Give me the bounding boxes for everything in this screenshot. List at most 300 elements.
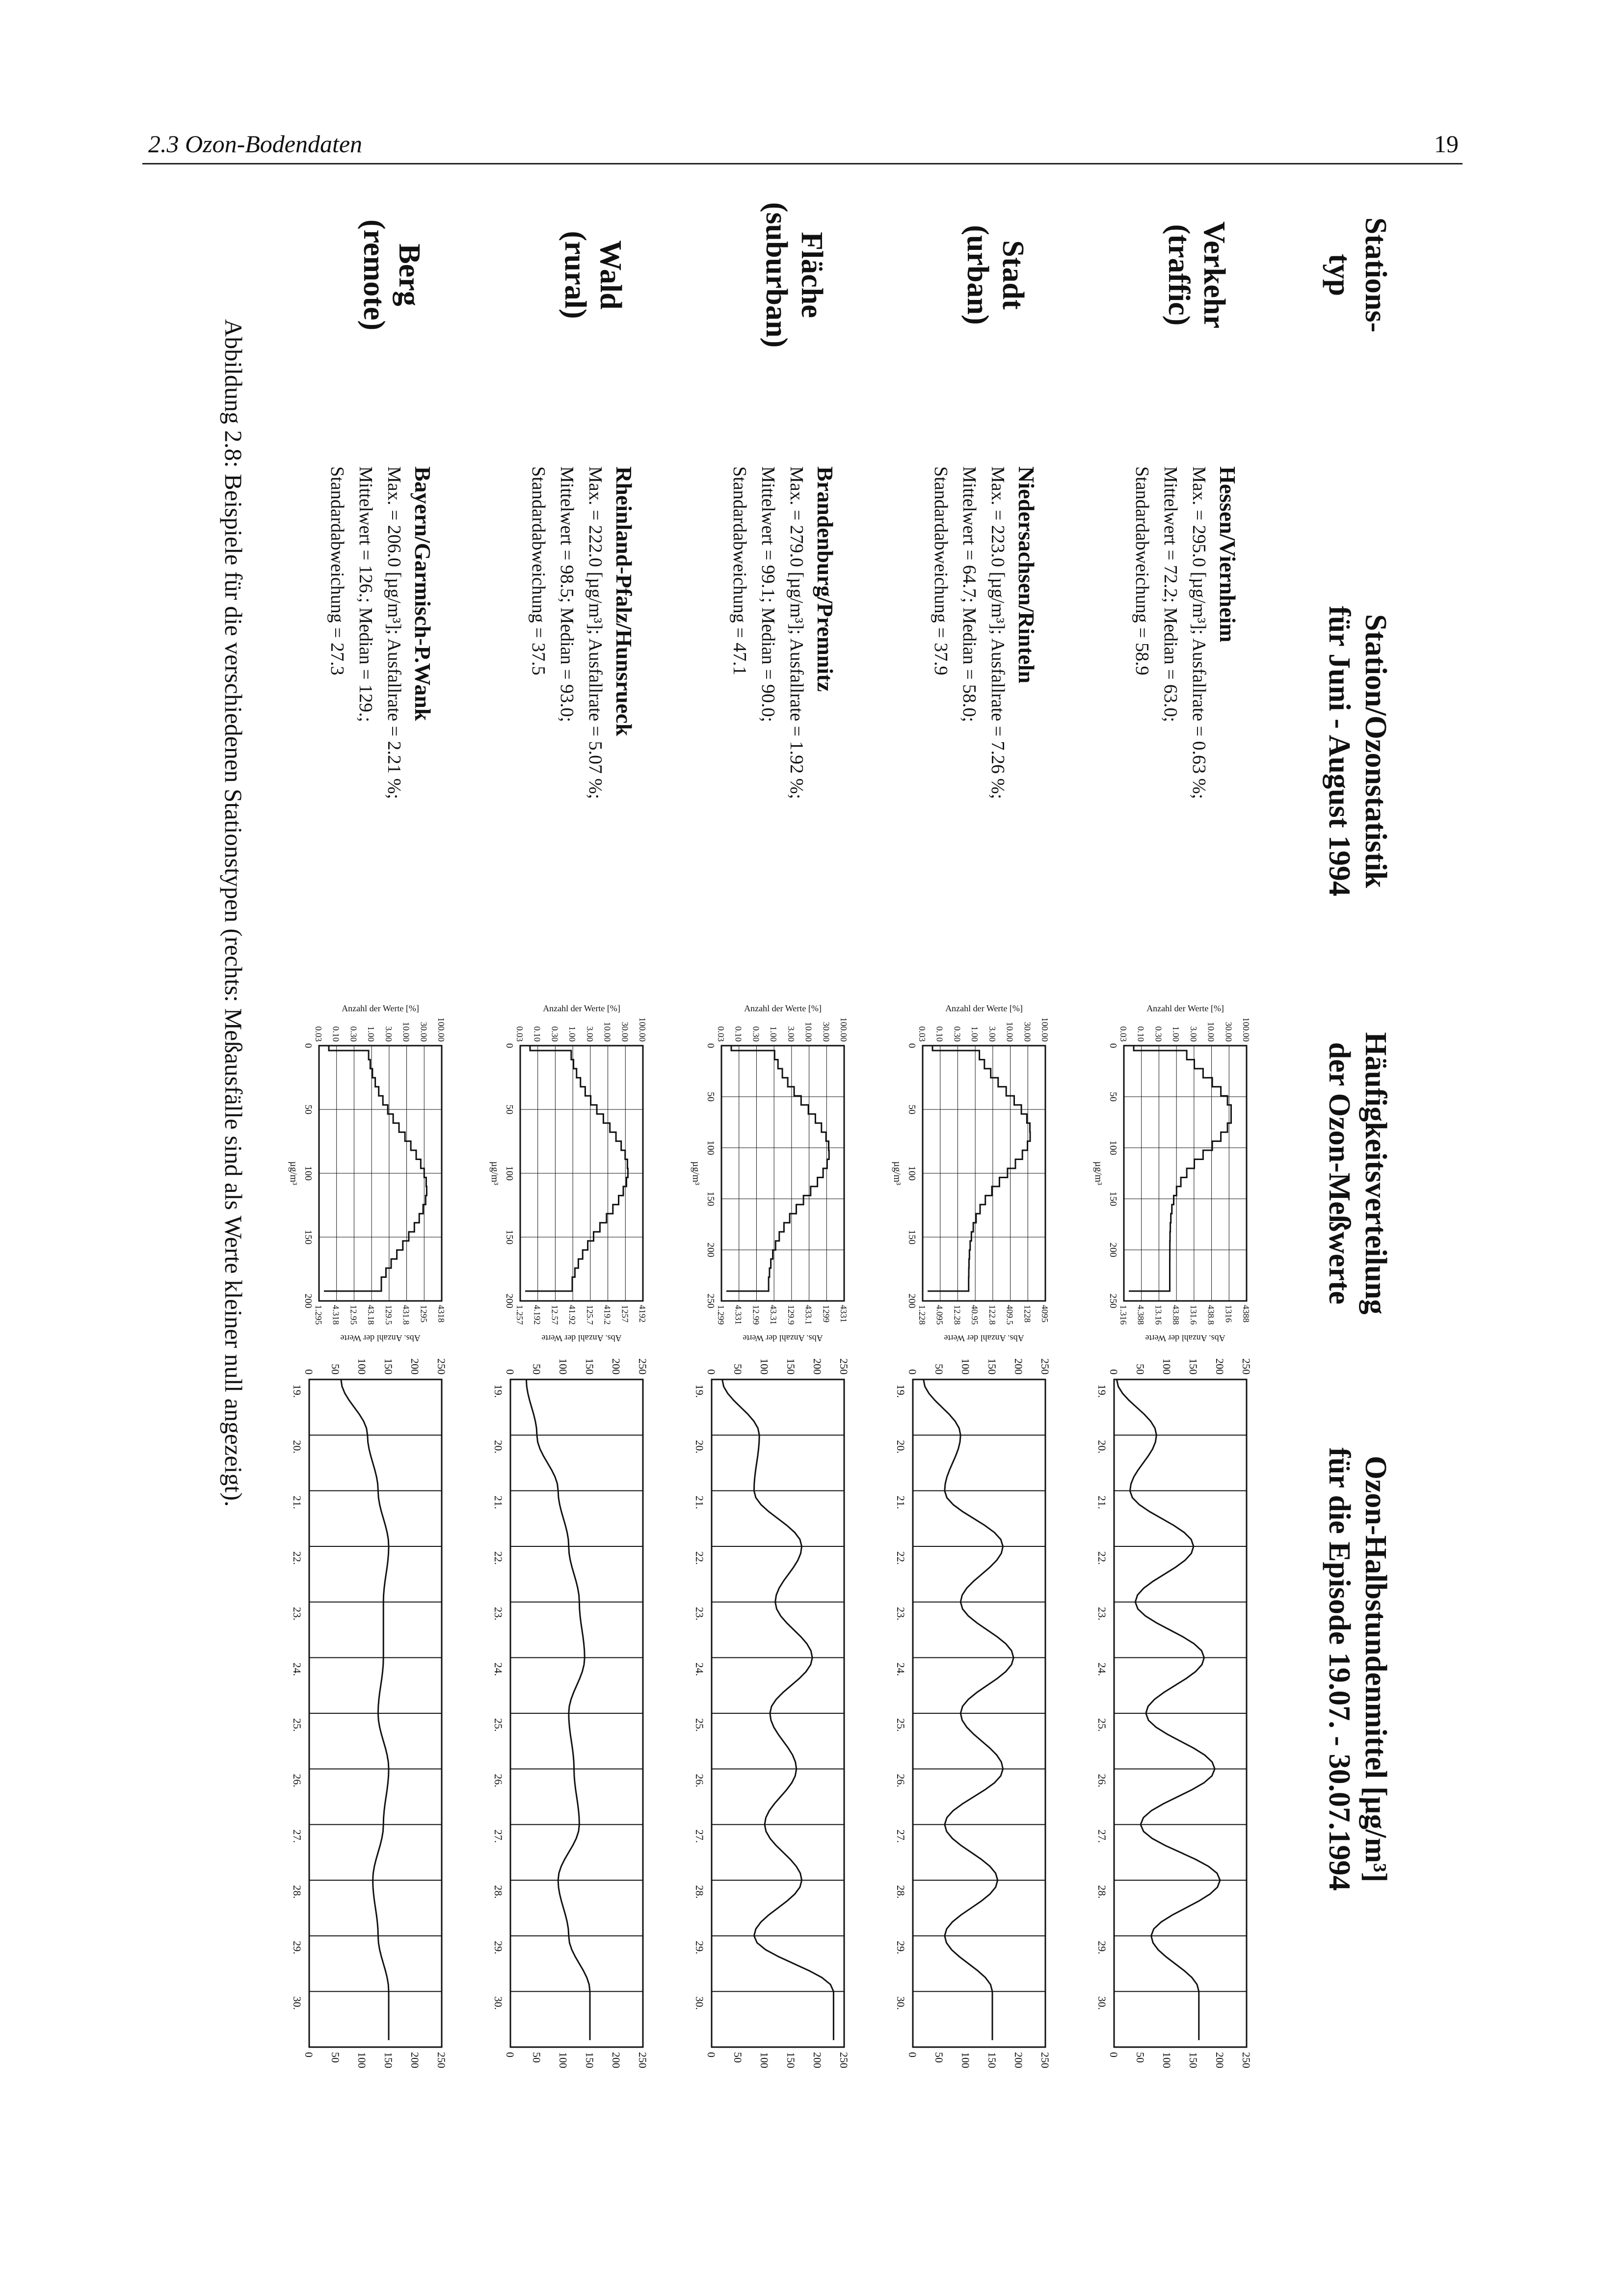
section-title: 2.3 Ozon-Bodendaten: [148, 130, 363, 158]
ozone-time-series: [476, 1350, 658, 2086]
histogram-x-tick: 200: [705, 1243, 716, 1257]
series-y-tick: 200: [610, 1358, 622, 1375]
series-y-tick: 200: [811, 1358, 824, 1375]
series-x-tick: 24.: [895, 1662, 907, 1676]
series-x-tick: 23.: [492, 1607, 505, 1621]
series-y-tick: 50: [732, 1364, 744, 1375]
stat-max: Max. = 222.0 [µg/m³]; Ausfallrate = 5.07 %;: [585, 466, 606, 799]
histogram-y-label: Anzahl der Werte [%]: [744, 1003, 822, 1013]
series-y-tick: 250: [637, 1358, 649, 1375]
station-name: Hessen/Viernheim: [1215, 466, 1240, 643]
series-y-tick-right: 250: [1039, 2052, 1051, 2068]
stat-stddev: Standardabweichung = 47.1: [729, 466, 750, 675]
histogram-y-tick: 10.00: [602, 1022, 612, 1042]
histogram-y-tick: 10.00: [803, 1022, 814, 1042]
histogram-right-label: Abs. Anzahl der Werte: [743, 1333, 823, 1343]
series-x-tick: 28.: [1096, 1885, 1108, 1899]
histogram-x-tick: 0: [1108, 1043, 1118, 1048]
histogram-y-tick: 100.00: [638, 1017, 647, 1042]
ozone-series-line: [341, 1379, 389, 2040]
series-x-tick: 19.: [492, 1384, 505, 1398]
series-y-tick: 150: [584, 1358, 596, 1375]
histogram-x-tick: 50: [303, 1105, 314, 1114]
series-y-tick-right: 100: [356, 2052, 368, 2068]
series-x-tick: 24.: [693, 1662, 706, 1676]
series-y-tick-right: 0: [303, 2052, 315, 2057]
series-x-tick: 26.: [895, 1774, 907, 1787]
series-y-tick-right: 200: [1214, 2052, 1226, 2068]
histogram-x-tick: 150: [705, 1191, 716, 1206]
series-x-tick: 22.: [693, 1551, 706, 1565]
histogram-step-curve: [324, 1046, 426, 1291]
histogram-y-tick: 100.00: [1040, 1017, 1050, 1042]
histogram-x-tick: 100: [504, 1166, 515, 1181]
ozone-time-series: [1080, 1350, 1261, 2086]
series-x-tick: 30.: [895, 1996, 907, 2010]
series-y-tick: 100: [1161, 1358, 1173, 1375]
stat-mean: Mittelwert = 99.1; Median = 90.0;: [758, 466, 778, 722]
series-x-tick: 20.: [291, 1440, 303, 1454]
series-y-tick: 0: [705, 1369, 718, 1375]
histogram-abs-tick: 12.95: [348, 1305, 359, 1325]
histogram-abs-tick: 131.6: [1188, 1305, 1198, 1325]
histogram-x-tick: 100: [705, 1140, 716, 1155]
series-x-tick: 22.: [895, 1551, 907, 1565]
series-y-tick: 50: [933, 1364, 945, 1375]
histogram-y-tick: 30.00: [1224, 1022, 1234, 1042]
series-y-tick-right: 150: [1187, 2052, 1199, 2068]
histogram-abs-tick: 4.388: [1136, 1305, 1146, 1325]
series-y-tick-right: 50: [732, 2052, 744, 2063]
column-heading-histogram: Häufigkeitsverteilung der Ozon-Meßwerte: [1323, 1032, 1392, 1315]
series-y-tick-right: 100: [758, 2052, 771, 2068]
series-y-tick-right: 100: [1161, 2052, 1173, 2068]
histogram-y-tick: 0.10: [331, 1026, 341, 1042]
histogram-abs-tick: 41.92: [567, 1305, 578, 1325]
histogram-x-tick: 50: [504, 1105, 515, 1114]
series-x-tick: 25.: [693, 1718, 706, 1732]
histogram-abs-tick: 438.8: [1206, 1305, 1216, 1325]
series-y-tick: 150: [986, 1358, 998, 1375]
histogram-y-tick: 30.00: [821, 1022, 831, 1042]
histogram-y-tick: 0.03: [917, 1026, 927, 1042]
histogram-abs-tick: 43.18: [366, 1305, 376, 1325]
histogram-abs-tick: 12.57: [550, 1305, 560, 1325]
stat-max: Max. = 295.0 [µg/m³]; Ausfallrate = 0.63 %;: [1189, 466, 1209, 799]
histogram-abs-tick: 12.28: [952, 1305, 962, 1325]
station-statistics: [323, 466, 437, 982]
figure-caption: Abbildung 2.8: Beispiele für die verschiedenen Stationstypen (rechts: Meßausfälle sind als Werte kleiner null angezeigt).: [220, 319, 247, 1507]
frequency-histogram: [275, 997, 456, 1350]
station-name: Niedersachsen/Rinteln: [1014, 466, 1039, 684]
histogram-x-unit: µg/m³: [691, 1161, 701, 1186]
series-y-tick: 150: [1187, 1358, 1199, 1375]
series-x-tick: 20.: [693, 1440, 706, 1454]
histogram-abs-tick: 4.318: [331, 1305, 341, 1325]
histogram-abs-tick: 1.299: [716, 1305, 726, 1325]
column-heading-series: Ozon-Halbstundenmittel [µg/m³] für die Episode 19.07. - 30.07.1994: [1323, 1447, 1392, 1891]
series-x-tick: 26.: [1096, 1774, 1108, 1787]
series-x-tick: 21.: [693, 1495, 706, 1510]
station-type: Verkehr (traffic): [1162, 221, 1231, 329]
histogram-y-tick: 0.30: [952, 1026, 962, 1042]
histogram-y-tick: 0.03: [314, 1026, 323, 1042]
station-statistics: [1128, 466, 1242, 982]
histogram-x-tick: 0: [504, 1043, 515, 1048]
series-y-tick-right: 0: [906, 2052, 919, 2057]
ozone-series-line: [1117, 1379, 1220, 2040]
series-x-tick: 27.: [492, 1829, 505, 1843]
series-x-tick: 28.: [291, 1885, 303, 1899]
histogram-x-tick: 150: [906, 1230, 917, 1244]
frequency-histogram: [1080, 997, 1261, 1350]
histogram-abs-tick: 129.5: [383, 1305, 394, 1325]
stat-stddev: Standardabweichung = 58.9: [1132, 466, 1152, 675]
histogram-x-tick: 150: [1108, 1191, 1118, 1206]
histogram-abs-tick: 1.316: [1118, 1305, 1128, 1325]
histogram-abs-tick: 1257: [620, 1305, 630, 1323]
histogram-abs-tick: 12.99: [751, 1305, 761, 1325]
series-y-tick-right: 200: [610, 2052, 622, 2068]
histogram-frame: [1124, 1046, 1247, 1301]
histogram-step-curve: [726, 1046, 829, 1291]
column-heading-typ: Stations- typ: [1323, 217, 1392, 333]
histogram-y-tick: 1.00: [366, 1026, 376, 1042]
series-y-tick: 50: [531, 1364, 543, 1375]
series-y-tick: 100: [758, 1358, 771, 1375]
histogram-abs-tick: 129.9: [786, 1305, 796, 1325]
station-name: Brandenburg/Premnitz: [813, 466, 838, 692]
series-x-tick: 24.: [1096, 1662, 1108, 1676]
station-statistics: [524, 466, 638, 982]
series-x-tick: 19.: [1096, 1384, 1108, 1398]
series-x-tick: 29.: [1096, 1941, 1108, 1954]
histogram-abs-tick: 40.95: [970, 1305, 980, 1325]
histogram-abs-tick: 1.228: [917, 1305, 927, 1325]
page-number: 19: [1434, 130, 1459, 158]
histogram-abs-tick: 4.331: [733, 1305, 744, 1325]
histogram-y-label: Anzahl der Werte [%]: [342, 1003, 419, 1013]
histogram-abs-tick: 409.5: [1005, 1305, 1015, 1325]
histogram-y-tick: 1.00: [769, 1026, 779, 1042]
series-y-tick: 250: [435, 1358, 448, 1375]
series-y-tick: 150: [382, 1358, 395, 1375]
series-x-tick: 20.: [492, 1440, 505, 1454]
stat-mean: Mittelwert = 72.2; Median = 63.0;: [1160, 466, 1181, 722]
series-y-tick-right: 150: [986, 2052, 998, 2068]
histogram-y-tick: 0.10: [934, 1026, 945, 1042]
histogram-abs-tick: 43.31: [769, 1305, 779, 1325]
series-x-tick: 29.: [291, 1941, 303, 1954]
series-y-tick: 50: [329, 1364, 342, 1375]
series-y-tick-right: 0: [1108, 2052, 1120, 2057]
series-x-tick: 22.: [291, 1551, 303, 1565]
histogram-y-tick: 1.00: [1171, 1026, 1181, 1042]
column-heading-station: Station/Ozonstatistik für Juni - August 1994: [1323, 606, 1392, 896]
series-y-tick: 0: [504, 1369, 516, 1375]
series-y-tick: 250: [1039, 1358, 1051, 1375]
series-x-tick: 27.: [693, 1829, 706, 1843]
stat-stddev: Standardabweichung = 37.9: [931, 466, 951, 675]
histogram-x-tick: 0: [303, 1043, 314, 1048]
series-x-tick: 24.: [291, 1662, 303, 1676]
histogram-y-tick: 0.03: [716, 1026, 726, 1042]
series-y-tick: 50: [1134, 1364, 1146, 1375]
histogram-abs-tick: 431.8: [401, 1305, 411, 1325]
series-x-tick: 25.: [291, 1718, 303, 1732]
series-y-tick-right: 100: [959, 2052, 972, 2068]
histogram-y-tick: 30.00: [419, 1022, 429, 1042]
station-type: Fläche (suburban): [760, 202, 828, 348]
histogram-x-tick: 250: [705, 1294, 716, 1308]
station-name: Rheinland-Pfalz/Hunsrueck: [612, 466, 637, 736]
histogram-y-tick: 3.00: [786, 1026, 796, 1042]
histogram-abs-tick: 1316: [1224, 1305, 1234, 1323]
series-y-tick-right: 150: [382, 2052, 395, 2068]
series-y-tick: 200: [1214, 1358, 1226, 1375]
histogram-x-tick: 200: [504, 1294, 515, 1308]
series-y-tick: 0: [303, 1369, 315, 1375]
histogram-x-tick: 200: [906, 1294, 917, 1308]
histogram-y-tick: 10.00: [1005, 1022, 1015, 1042]
series-y-tick: 100: [959, 1358, 972, 1375]
series-x-tick: 24.: [492, 1662, 505, 1676]
histogram-y-label: Anzahl der Werte [%]: [543, 1003, 620, 1013]
series-x-tick: 19.: [291, 1384, 303, 1398]
histogram-y-tick: 0.30: [1153, 1026, 1164, 1042]
series-y-tick: 200: [1012, 1358, 1025, 1375]
ozone-series-line: [924, 1379, 1014, 2040]
histogram-abs-tick: 1295: [419, 1305, 429, 1323]
series-x-tick: 26.: [492, 1774, 505, 1787]
histogram-abs-tick: 122.8: [987, 1305, 997, 1325]
series-x-tick: 23.: [895, 1607, 907, 1621]
histogram-y-tick: 0.30: [550, 1026, 560, 1042]
series-x-tick: 21.: [1096, 1495, 1108, 1510]
series-x-tick: 25.: [492, 1718, 505, 1732]
histogram-abs-tick: 1.295: [314, 1305, 323, 1325]
series-x-tick: 29.: [492, 1941, 505, 1954]
histogram-y-tick: 10.00: [401, 1022, 411, 1042]
histogram-y-tick: 0.10: [733, 1026, 744, 1042]
histogram-x-tick: 100: [906, 1166, 917, 1181]
histogram-x-unit: µg/m³: [892, 1161, 903, 1186]
histogram-x-tick: 50: [705, 1092, 716, 1102]
histogram-x-tick: 250: [1108, 1294, 1118, 1308]
histogram-x-unit: µg/m³: [489, 1161, 500, 1186]
histogram-abs-tick: 1.257: [515, 1305, 525, 1325]
frequency-histogram: [677, 997, 859, 1350]
series-x-tick: 21.: [291, 1495, 303, 1510]
histogram-x-tick: 0: [705, 1043, 716, 1048]
stat-max: Max. = 279.0 [µg/m³]; Ausfallrate = 1.92 %;: [786, 466, 807, 799]
frequency-histogram: [878, 997, 1060, 1350]
histogram-x-unit: µg/m³: [1093, 1161, 1104, 1186]
histogram-x-tick: 150: [504, 1230, 515, 1244]
series-y-tick: 200: [409, 1358, 421, 1375]
series-x-tick: 21.: [895, 1495, 907, 1510]
station-type: Berg (remote): [357, 219, 426, 331]
histogram-abs-tick: 4331: [839, 1305, 849, 1323]
series-y-tick: 0: [906, 1369, 919, 1375]
histogram-abs-tick: 433.1: [803, 1305, 814, 1325]
series-y-tick: 100: [557, 1358, 569, 1375]
series-y-tick-right: 50: [933, 2052, 945, 2063]
histogram-right-label: Abs. Anzahl der Werte: [1145, 1333, 1225, 1343]
series-x-tick: 26.: [693, 1774, 706, 1787]
series-y-tick: 250: [1240, 1358, 1252, 1375]
series-x-tick: 30.: [693, 1996, 706, 2010]
series-x-tick: 23.: [693, 1607, 706, 1621]
histogram-abs-tick: 13.16: [1153, 1305, 1164, 1325]
series-x-tick: 28.: [492, 1885, 505, 1899]
histogram-y-tick: 1.00: [970, 1026, 980, 1042]
stat-stddev: Standardabweichung = 27.3: [327, 466, 347, 675]
stat-mean: Mittelwert = 126.; Median = 129.;: [355, 466, 376, 722]
series-y-tick-right: 200: [1012, 2052, 1025, 2068]
series-y-tick-right: 0: [705, 2052, 718, 2057]
series-x-tick: 23.: [291, 1607, 303, 1621]
series-x-tick: 30.: [492, 1996, 505, 2010]
histogram-y-tick: 30.00: [620, 1022, 630, 1042]
histogram-step-curve: [928, 1046, 1030, 1291]
ozone-time-series: [878, 1350, 1060, 2086]
histogram-abs-tick: 1299: [821, 1305, 831, 1323]
histogram-right-label: Abs. Anzahl der Werte: [541, 1333, 622, 1343]
histogram-x-tick: 150: [303, 1230, 314, 1244]
histogram-step-curve: [525, 1046, 628, 1291]
rotated-figure: [196, 172, 1423, 2135]
series-x-tick: 28.: [693, 1885, 706, 1899]
series-x-tick: 27.: [895, 1829, 907, 1843]
series-y-tick-right: 200: [811, 2052, 824, 2068]
series-x-tick: 19.: [693, 1384, 706, 1398]
series-y-tick-right: 250: [1240, 2052, 1252, 2068]
histogram-y-label: Anzahl der Werte [%]: [1146, 1003, 1224, 1013]
station-type: Stadt (urban): [961, 225, 1030, 325]
histogram-abs-tick: 4.192: [532, 1305, 542, 1325]
series-x-tick: 20.: [895, 1440, 907, 1454]
histogram-y-tick: 3.00: [987, 1026, 997, 1042]
histogram-abs-tick: 4192: [638, 1305, 647, 1323]
series-y-tick-right: 150: [785, 2052, 797, 2068]
histogram-abs-tick: 4.095: [934, 1305, 945, 1325]
series-x-tick: 30.: [1096, 1996, 1108, 2010]
station-type: Wald (rural): [559, 231, 627, 319]
histogram-y-tick: 0.03: [1118, 1026, 1128, 1042]
histogram-x-tick: 100: [1108, 1140, 1118, 1155]
histogram-x-tick: 100: [303, 1166, 314, 1181]
stat-mean: Mittelwert = 98.5; Median = 93.0;: [557, 466, 577, 722]
histogram-abs-tick: 1228: [1022, 1305, 1033, 1323]
series-x-tick: 27.: [1096, 1829, 1108, 1843]
histogram-x-tick: 50: [1108, 1092, 1118, 1102]
series-x-tick: 20.: [1096, 1440, 1108, 1454]
histogram-y-tick: 100.00: [1241, 1017, 1251, 1042]
ozone-time-series: [275, 1350, 456, 2086]
stat-mean: Mittelwert = 64.7; Median = 58.0;: [959, 466, 980, 722]
series-y-tick-right: 100: [557, 2052, 569, 2068]
series-x-tick: 27.: [291, 1829, 303, 1843]
histogram-y-tick: 1.00: [567, 1026, 578, 1042]
histogram-right-label: Abs. Anzahl der Werte: [340, 1333, 421, 1343]
histogram-y-tick: 0.30: [348, 1026, 359, 1042]
stat-max: Max. = 206.0 [µg/m³]; Ausfallrate = 2.21 %;: [384, 466, 404, 799]
series-y-tick: 250: [838, 1358, 850, 1375]
histogram-abs-tick: 4388: [1241, 1305, 1251, 1323]
series-y-tick-right: 250: [435, 2052, 448, 2068]
histogram-y-tick: 10.00: [1206, 1022, 1216, 1042]
series-x-tick: 25.: [895, 1718, 907, 1732]
histogram-x-tick: 0: [906, 1043, 917, 1048]
ozone-time-series: [677, 1350, 859, 2086]
ozone-series-line: [526, 1379, 590, 2040]
histogram-x-tick: 50: [906, 1105, 917, 1114]
histogram-x-tick: 200: [1108, 1243, 1118, 1257]
histogram-step-curve: [1129, 1046, 1231, 1291]
series-x-tick: 25.: [1096, 1718, 1108, 1732]
series-x-tick: 26.: [291, 1774, 303, 1787]
histogram-y-tick: 0.30: [751, 1026, 761, 1042]
histogram-y-label: Anzahl der Werte [%]: [945, 1003, 1023, 1013]
histogram-right-label: Abs. Anzahl der Werte: [944, 1333, 1024, 1343]
histogram-y-tick: 0.03: [515, 1026, 525, 1042]
histogram-abs-tick: 125.7: [585, 1305, 595, 1325]
station-statistics: [927, 466, 1040, 982]
series-y-tick: 100: [356, 1358, 368, 1375]
station-statistics: [725, 466, 839, 982]
histogram-y-tick: 3.00: [585, 1026, 595, 1042]
series-y-tick: 150: [785, 1358, 797, 1375]
histogram-y-tick: 3.00: [1188, 1026, 1198, 1042]
stat-max: Max. = 223.0 [µg/m³]; Ausfallrate = 7.26 %;: [987, 466, 1008, 799]
series-y-tick-right: 50: [329, 2052, 342, 2063]
series-y-tick-right: 250: [637, 2052, 649, 2068]
histogram-y-tick: 100.00: [436, 1017, 446, 1042]
series-x-tick: 19.: [895, 1384, 907, 1398]
histogram-y-tick: 30.00: [1022, 1022, 1033, 1042]
running-header: [142, 129, 1463, 164]
series-x-tick: 30.: [291, 1996, 303, 2010]
histogram-x-unit: µg/m³: [288, 1161, 299, 1186]
series-x-tick: 21.: [492, 1495, 505, 1510]
histogram-abs-tick: 43.88: [1171, 1305, 1181, 1325]
series-x-tick: 22.: [492, 1551, 505, 1565]
ozone-series-line: [722, 1379, 834, 2040]
frequency-histogram: [476, 997, 658, 1350]
series-y-tick: 0: [1108, 1369, 1120, 1375]
histogram-y-tick: 0.10: [1136, 1026, 1146, 1042]
stat-stddev: Standardabweichung = 37.5: [528, 466, 549, 675]
series-x-tick: 29.: [693, 1941, 706, 1954]
series-y-tick-right: 200: [409, 2052, 421, 2068]
histogram-frame: [721, 1046, 844, 1301]
histogram-y-tick: 3.00: [383, 1026, 394, 1042]
series-x-tick: 29.: [895, 1941, 907, 1954]
station-name: Bayern/Garmisch-P.Wank: [410, 466, 435, 721]
series-y-tick-right: 250: [838, 2052, 850, 2068]
histogram-y-tick: 100.00: [839, 1017, 849, 1042]
series-x-tick: 22.: [1096, 1551, 1108, 1565]
series-y-tick-right: 50: [531, 2052, 543, 2063]
series-y-tick-right: 150: [584, 2052, 596, 2068]
histogram-abs-tick: 4095: [1040, 1305, 1050, 1323]
series-x-tick: 23.: [1096, 1607, 1108, 1621]
series-x-tick: 28.: [895, 1885, 907, 1899]
series-y-tick-right: 0: [504, 2052, 516, 2057]
series-y-tick-right: 50: [1134, 2052, 1146, 2063]
histogram-abs-tick: 419.2: [602, 1305, 612, 1325]
